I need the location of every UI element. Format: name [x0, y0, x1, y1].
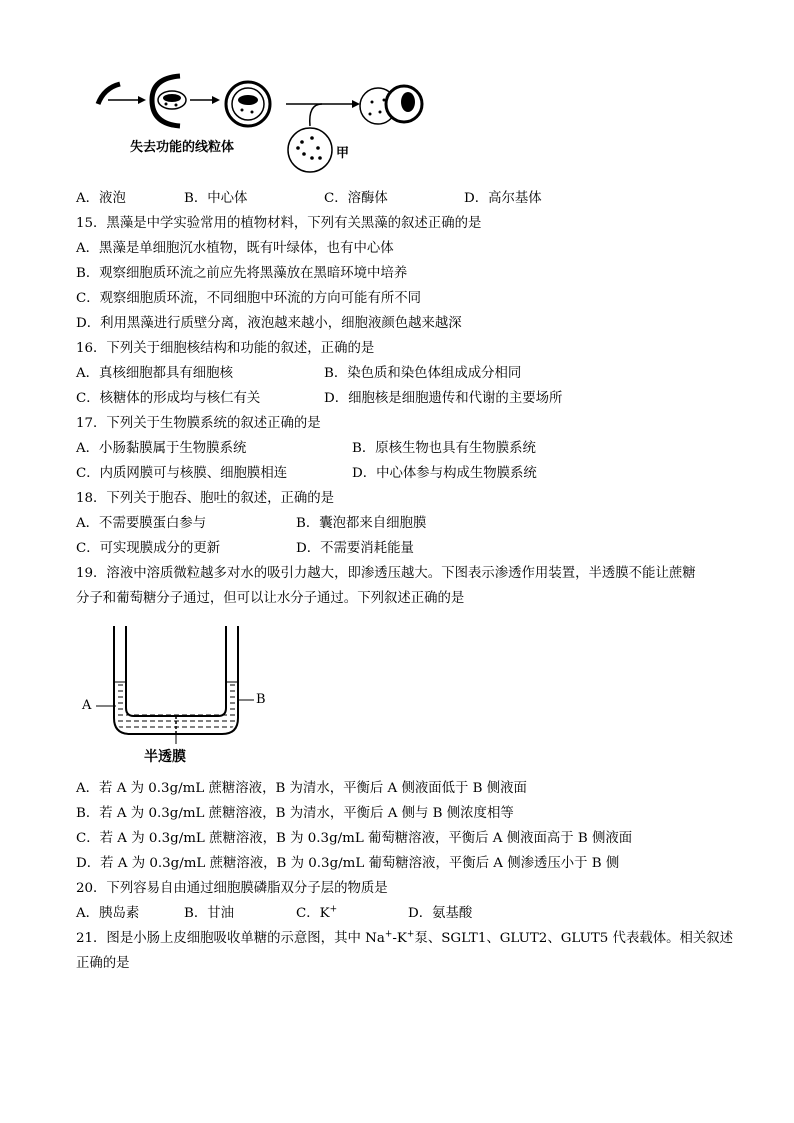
q16-option-a: A．真核细胞都具有细胞核 [76, 366, 233, 381]
q21-sup2: + [406, 929, 415, 940]
q20-stem: 20．下列容易自由通过细胞膜磷脂双分子层的物质是 [76, 881, 388, 896]
q20-option-c [296, 905, 337, 923]
q20-option-c-text: C．K [296, 906, 330, 921]
q20-option-b: B．甘油 [184, 906, 235, 921]
q21-stem-part3: 泵、SGLT1、GLUT2、GLUT5 代表载体。相关叙述 [414, 931, 734, 946]
q19-option-c: C．若 A 为 0.3g/mL 蔗糖溶液，B 为 0.3g/mL 葡萄糖溶液，平衡后 A 侧液面高于 B 侧液面 [76, 831, 633, 846]
q17-stem: 17．下列关于生物膜系统的叙述正确的是 [76, 416, 321, 431]
q19-option-d: D．若 A 为 0.3g/mL 蔗糖溶液，B 为 0.3g/mL 葡萄糖溶液，平衡后 A 侧渗透压小于 B 侧 [76, 856, 620, 871]
mitochondria-caption: 失去功能的线粒体 [130, 140, 235, 155]
q19-stem-line1: 19．溶液中溶质微粒越多对水的吸引力越大，即渗透压越大。下图表示渗透作用装置，半透膜不能让蔗糖 [76, 566, 696, 581]
q19-stem-line2: 分子和葡萄糖分子通过，但可以让水分子通过。下列叙述正确的是 [76, 591, 465, 606]
q16-option-b: B．染色质和染色体组成成分相同 [324, 366, 522, 381]
mitochondria-diagram-svg [90, 64, 450, 176]
q18-option-d: D．不需要消耗能量 [296, 541, 414, 556]
label-b: B [256, 692, 266, 707]
q14-option-b: B．中心体 [184, 191, 248, 206]
q21-stem-part1: 21．图是小肠上皮细胞吸收单糖的示意图，其中 Na [76, 931, 385, 946]
q21-stem-line2: 正确的是 [76, 956, 130, 971]
q14-option-c: C．溶酶体 [324, 191, 388, 206]
q17-option-c: C．内质网膜可与核膜、细胞膜相连 [76, 466, 288, 481]
label-jia: 甲 [336, 146, 350, 161]
q15-option-a: A．黑藻是单细胞沉水植物，既有叶绿体，也有中心体 [76, 241, 394, 256]
q14-option-a: A．液泡 [76, 191, 126, 206]
q20-option-d: D．氨基酸 [408, 906, 473, 921]
q18-option-a: A．不需要膜蛋白参与 [76, 516, 207, 531]
q15-option-b: B．观察细胞质环流之前应先将黑藻放在黑暗环境中培养 [76, 266, 408, 281]
q20-option-a: A．胰岛素 [76, 906, 140, 921]
q16-option-d: D．细胞核是细胞遗传和代谢的主要场所 [324, 391, 563, 406]
q15-option-d: D．利用黑藻进行质壁分离，液泡越来越小，细胞液颜色越来越深 [76, 316, 462, 331]
q21-stem-part2: -K [392, 931, 407, 946]
q18-option-c: C．可实现膜成分的更新 [76, 541, 221, 556]
figure-u-tube [78, 622, 278, 768]
membrane-caption: 半透膜 [144, 749, 186, 765]
figure-mitochondria-diagram [90, 64, 450, 176]
q14-option-d: D．高尔基体 [464, 191, 542, 206]
label-a: A [82, 698, 92, 713]
q19-option-b: B．若 A 为 0.3g/mL 蔗糖溶液，B 为清水，平衡后 A 侧与 B 侧浓度相等 [76, 806, 514, 821]
k-superscript: + [329, 904, 338, 915]
q16-option-c: C．核糖体的形成均与核仁有关 [76, 391, 261, 406]
q21-stem-line1 [76, 930, 733, 948]
q19-option-a: A．若 A 为 0.3g/mL 蔗糖溶液，B 为清水，平衡后 A 侧液面低于 B 侧液面 [76, 781, 527, 796]
q21-sup1: + [384, 929, 393, 940]
q16-stem: 16．下列关于细胞核结构和功能的叙述，正确的是 [76, 341, 375, 356]
q18-option-b: B．囊泡都来自细胞膜 [296, 516, 427, 531]
q15-stem: 15．黑藻是中学实验常用的植物材料，下列有关黑藻的叙述正确的是 [76, 216, 482, 231]
q18-stem: 18．下列关于胞吞、胞吐的叙述，正确的是 [76, 491, 335, 506]
q17-option-d: D．中心体参与构成生物膜系统 [352, 466, 537, 481]
membrane-fragment [98, 84, 120, 104]
q17-option-b: B．原核生物也具有生物膜系统 [352, 441, 536, 456]
q15-option-c: C．观察细胞质环流，不同细胞中环流的方向可能有所不同 [76, 291, 422, 306]
q17-option-a: A．小肠黏膜属于生物膜系统 [76, 441, 247, 456]
